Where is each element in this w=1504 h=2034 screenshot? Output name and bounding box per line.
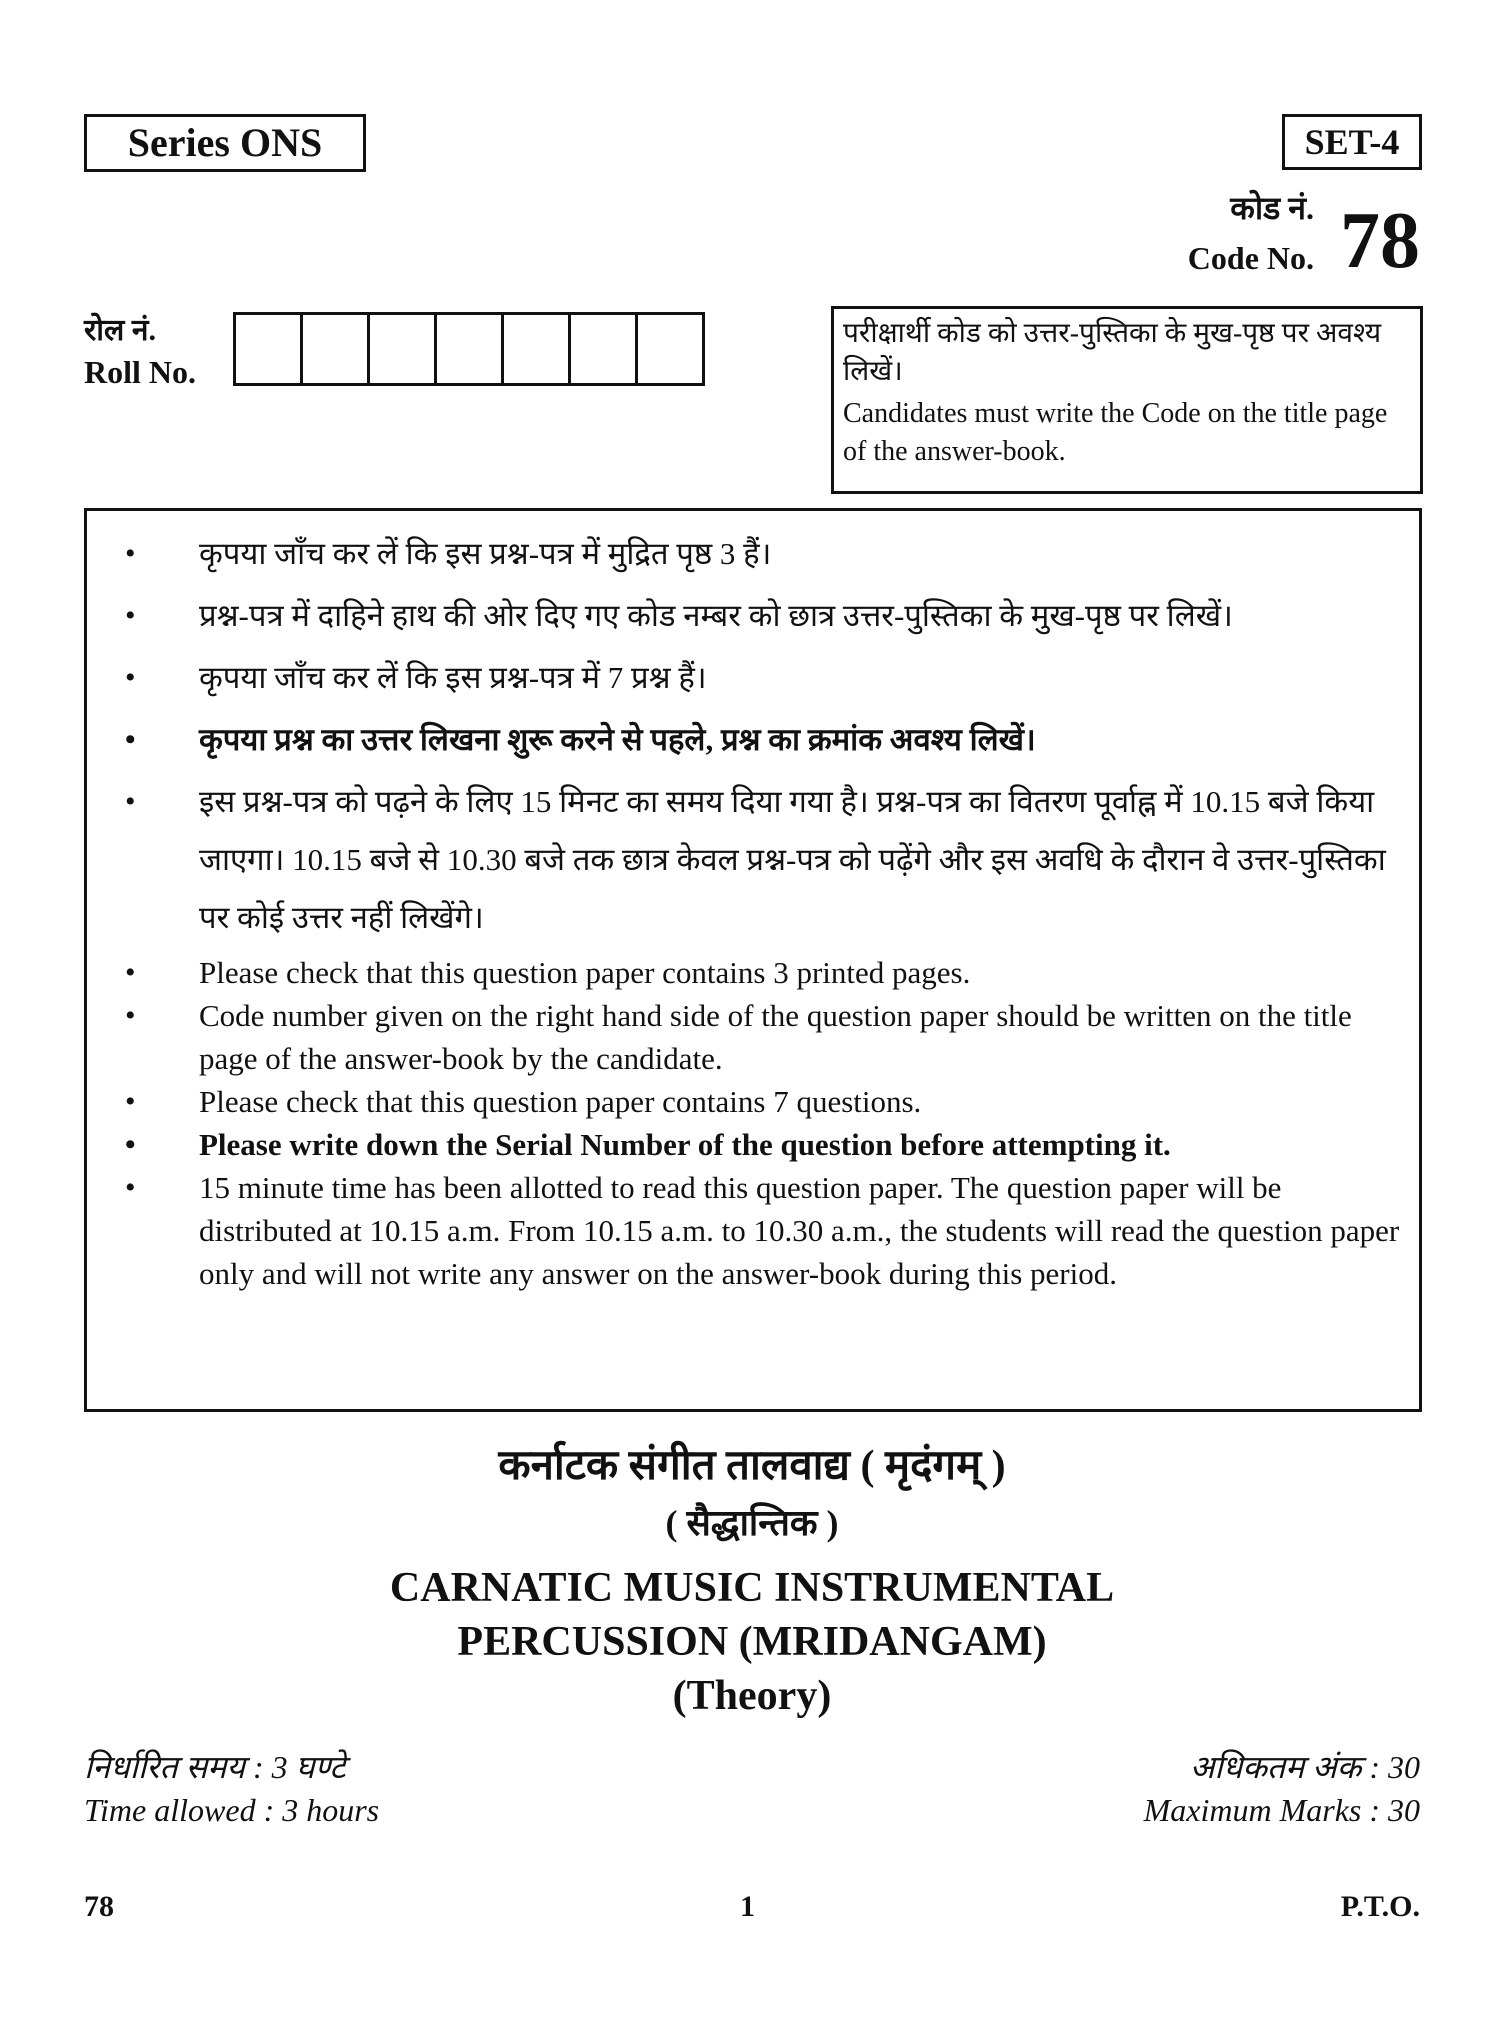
bullet-icon: • — [125, 661, 136, 694]
subject-title-line3: (Theory) — [672, 1673, 832, 1719]
series-label: Series ONS — [84, 114, 366, 172]
instruction-text: 15 minute time has been allotted to read this question paper. The question paper will be distributed at 10.15 a.m. From 10.15 a.m. to 10.30 a.m., the students will read the question paper only and will not write any answer on the answer-book during this period. — [199, 1170, 1400, 1291]
max-marks-english: Maximum Marks : 30 — [1143, 1792, 1420, 1828]
subject-subtitle-hindi: ( सैद्धान्तिक ) — [665, 1503, 839, 1543]
instruction-item — [103, 1166, 1403, 1295]
instruction-item — [103, 649, 1403, 707]
instruction-item — [103, 951, 1403, 994]
code-number: 78 — [1340, 197, 1420, 285]
instruction-item — [103, 994, 1403, 1080]
bullet-icon: • — [125, 1085, 136, 1118]
instruction-item — [103, 587, 1403, 645]
please-turn-over: P.T.O. — [1340, 1890, 1420, 1923]
instruction-text: Code number given on the right hand side of the question paper should be written on the title page of the answer-book by the candidate. — [199, 998, 1352, 1076]
instruction-item — [103, 1080, 1403, 1123]
page-number: 1 — [740, 1890, 755, 1923]
set-label: SET-4 — [1282, 114, 1422, 170]
time-allowed-english: Time allowed : 3 hours — [84, 1792, 380, 1828]
roll-digit-box[interactable] — [437, 315, 504, 383]
bullet-icon: • — [125, 599, 136, 632]
subject-title-line2: PERCUSSION (MRIDANGAM) — [457, 1619, 1047, 1665]
bullet-icon: • — [125, 956, 136, 989]
instruction-item — [103, 1123, 1403, 1166]
instruction-text: Please write down the Serial Number of the question before attempting it. — [199, 1127, 1171, 1162]
bullet-icon: • — [125, 723, 136, 756]
instruction-item — [103, 773, 1403, 947]
instruction-text: Please check that this question paper contains 7 questions. — [199, 1084, 922, 1119]
instructions-box — [84, 508, 1422, 1412]
instructions-list — [103, 525, 1403, 1295]
footer-code: 78 — [84, 1890, 114, 1923]
roll-digit-box[interactable] — [370, 315, 437, 383]
bullet-icon: • — [125, 999, 136, 1032]
bullet-icon: • — [125, 1171, 136, 1204]
instruction-text: Please check that this question paper contains 3 printed pages. — [199, 955, 971, 990]
instruction-item — [103, 525, 1403, 583]
instruction-text: कृपया प्रश्न का उत्तर लिखना शुरू करने से पहले, प्रश्न का क्रमांक अवश्य लिखें। — [199, 722, 1036, 757]
candidate-note-english: Candidates must write the Code on the title page of the answer-book. — [843, 398, 1388, 467]
instruction-text: कृपया जाँच कर लें कि इस प्रश्न-पत्र में मुद्रित पृष्ठ 3 हैं। — [199, 536, 772, 571]
roll-digit-box[interactable] — [504, 315, 571, 383]
roll-label-english: Roll No. — [84, 354, 196, 390]
instruction-text: प्रश्न-पत्र में दाहिने हाथ की ओर दिए गए कोड नम्बर को छात्र उत्तर-पुस्तिका के मुख-पृष्ठ पर लिखें। — [199, 598, 1233, 633]
roll-digit-box[interactable] — [571, 315, 638, 383]
instruction-item — [103, 711, 1403, 769]
roll-number-boxes[interactable] — [233, 312, 705, 386]
candidate-note-hindi: परीक्षार्थी कोड को उत्तर-पुस्तिका के मुख-पृष्ठ पर अवश्य लिखें। — [843, 318, 1382, 387]
bullet-icon: • — [125, 785, 136, 818]
bullet-icon: • — [125, 1128, 136, 1161]
roll-digit-box[interactable] — [303, 315, 370, 383]
subject-title-line1: CARNATIC MUSIC INSTRUMENTAL — [389, 1565, 1115, 1611]
max-marks-hindi: अधिकतम अंक : 30 — [1189, 1749, 1420, 1785]
instruction-text: इस प्रश्न-पत्र को पढ़ने के लिए 15 मिनट का समय दिया गया है। प्रश्न-पत्र का वितरण पूर्वाह्न में 10.15 बजे किया जाएगा। 10.15 बजे से 10.30 बजे तक छात्र केवल प्रश्न-पत्र को पढ़ेंगे और इस अवधि के दौरान वे उत्तर-पुस्तिका पर कोई उत्तर नहीं लिखेंगे। — [199, 784, 1386, 935]
code-label-hindi: कोड नं. — [1230, 190, 1314, 226]
instruction-text: कृपया जाँच कर लें कि इस प्रश्न-पत्र में 7 प्रश्न हैं। — [199, 660, 707, 695]
time-allowed-hindi: निर्धारित समय : 3 घण्टे — [84, 1749, 346, 1785]
candidate-note-box — [831, 306, 1423, 494]
roll-digit-box[interactable] — [236, 315, 303, 383]
subject-title-hindi: कर्नाटक संगीत तालवाद्य ( मृदंगम् ) — [498, 1443, 1006, 1489]
code-label-english: Code No. — [1187, 240, 1314, 276]
roll-digit-box[interactable] — [638, 315, 702, 383]
bullet-icon: • — [125, 537, 136, 570]
roll-label-hindi: रोल नं. — [84, 314, 157, 347]
